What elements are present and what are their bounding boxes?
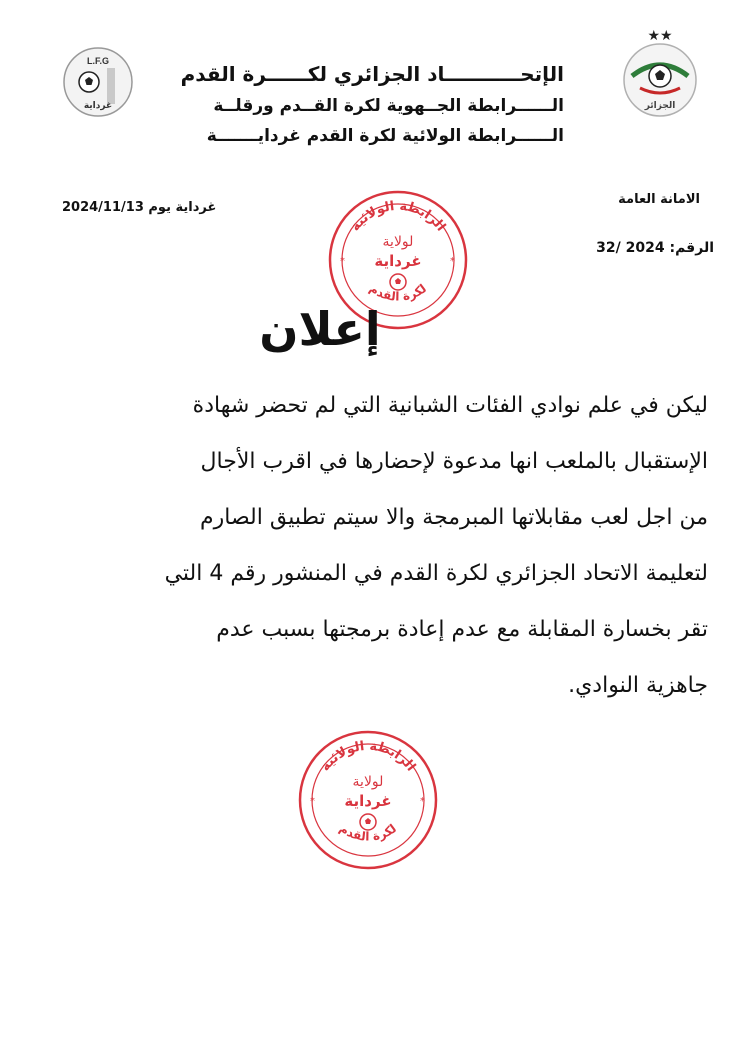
svg-text:*: * [420, 796, 425, 807]
body-line: جاهزية النوادي. [568, 673, 708, 698]
federation-logo [618, 24, 702, 120]
body-line: لتعليمة الاتحاد الجزائري لكرة القدم في المنشور رقم 4 التي [164, 561, 708, 586]
svg-text:الرابطة الولائية [318, 739, 418, 774]
league-logo [62, 46, 134, 118]
body-line: ليكن في علم نوادي الفئات الشبانية التي لم تحضر شهادة [192, 393, 708, 418]
svg-text:لكرة القدم [336, 821, 399, 843]
svg-text:*: * [310, 796, 315, 807]
stars-icon: ★★ [647, 28, 673, 44]
stamp-line2: غرداية [374, 252, 422, 270]
reference-label: الرقم: [669, 240, 714, 256]
reference-value: 32/ 2024 [596, 240, 665, 256]
svg-text:الرابطة الولائية [348, 199, 448, 234]
announcement-body [40, 378, 708, 714]
svg-text:*: * [450, 256, 455, 267]
stamp-top-text: الرابطة الولائية [317, 738, 419, 775]
logo-country: الجزائر [644, 101, 676, 111]
department-label: الامانة العامة [618, 192, 700, 207]
official-stamp-bottom [296, 728, 440, 872]
header-federation: الإتحـــــــــــاد الجزائري لكــــــرة القدم [180, 62, 564, 86]
document-date: غرداية يوم 2024/11/13 [62, 200, 217, 215]
body-line: الإستقبال بالملعب انها مدعوة لإحضارها في اقرب الأجال [200, 449, 708, 474]
header-regional-league: الــــــرابطة الجــهوية لكرة القــدم ورقلــة [213, 96, 564, 116]
body-line: تقر بخسارة المقابلة مع عدم إعادة برمجتها بسبب عدم [216, 617, 708, 642]
logo-city: غرداية [83, 101, 113, 111]
stamp-top-text: الرابطة الولائية [347, 198, 449, 235]
announcement-title: إعلان [259, 302, 381, 356]
stamp-bottom-text: لكرة القدم [336, 821, 400, 844]
header-wilaya-league: الــــــرابطة الولائية لكرة القدم غردايـــــــة [206, 126, 564, 146]
stamp-line2: غرداية [344, 792, 392, 810]
svg-text:*: * [340, 256, 345, 267]
svg-text:لكرة القدم [366, 281, 429, 303]
logo-abbrev: L.F.G [87, 56, 109, 66]
reference-number [596, 240, 714, 256]
body-line: من اجل لعب مقابلاتها المبرمجة والا سيتم تطبيق الصارم [200, 505, 708, 530]
stamp-line1: لولاية [352, 774, 384, 790]
stamp-bottom-text: لكرة القدم [366, 281, 430, 304]
stamp-line1: لولاية [382, 234, 414, 250]
